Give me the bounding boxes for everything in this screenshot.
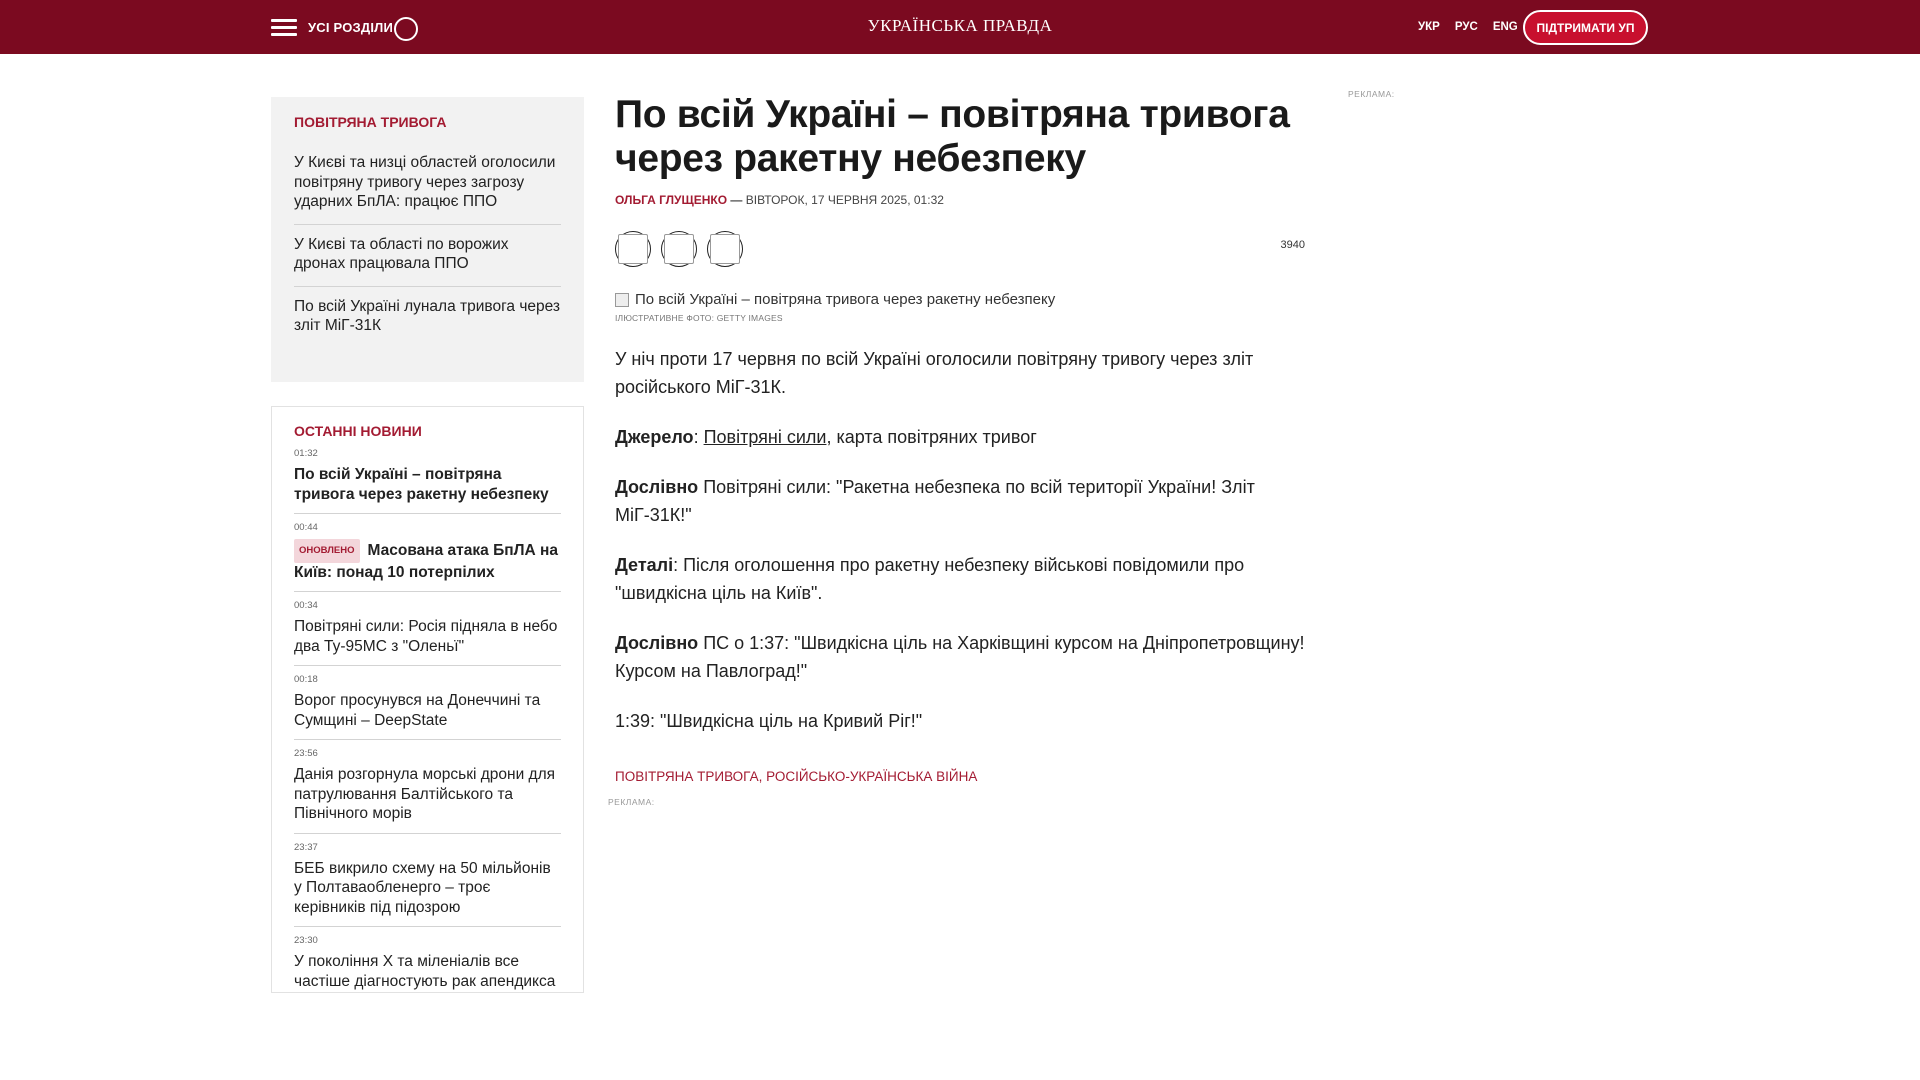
latest-news-item[interactable] [294, 674, 561, 740]
news-title[interactable] [294, 465, 561, 504]
source-label: Джерело [615, 427, 694, 447]
news-time: 01:32 [294, 448, 318, 459]
article [615, 93, 1305, 784]
alarm-news-item[interactable]: По всій Україні лунала тривога через зліт МіГ-31К [294, 297, 561, 334]
article-title: По всій Україні – повітряна тривога через ракетну небезпеку [615, 93, 1290, 180]
source-link[interactable]: Повітряні сили [703, 427, 827, 447]
details-text: : Після оголошення про ракетну небезпеку військові повідомили про "швидкісна ціль на Київ". [615, 555, 1245, 603]
logo-link[interactable]: УКРАЇНСЬКА ПРАВДА [867, 16, 1053, 35]
news-time: 23:56 [294, 748, 318, 759]
article-paragraph [615, 473, 1305, 529]
news-time: 00:44 [294, 522, 318, 533]
news-title[interactable] [294, 691, 561, 730]
news-title-text: БЕБ викрило схему на 50 мільйонів у Полтаваобленерго – троє керівників під підозрою [294, 859, 551, 916]
byline [615, 193, 1305, 207]
news-time: 00:34 [294, 600, 318, 611]
ad-label: РЕКЛАМА: [1348, 89, 1395, 99]
quote-text: ПС о 1:37: "Швидкісна ціль на Харківщині курсом на Дніпропетровщину! Курсом на Павлоград!" [615, 633, 1305, 681]
tag-link[interactable]: РОСІЙСЬКО-УКРАЇНСЬКА ВІЙНА [766, 769, 978, 784]
all-sections-link[interactable]: УСІ РОЗДІЛИ [308, 20, 393, 35]
author-link[interactable]: ОЛЬГА ГЛУЩЕНКО [615, 193, 728, 207]
news-title-text: Масована атака БпЛА на Київ: понад 10 потерпілих [294, 542, 558, 581]
news-time: 23:30 [294, 935, 318, 946]
quote-text: Повітряні сили: "Ракетна небезпека по всій території України! Зліт МіГ-31К!" [615, 477, 1255, 525]
updated-badge: ОНОВЛЕНО [294, 539, 360, 563]
article-paragraph: У ніч проти 17 червня по всій Україні оголосили повітряну тривогу через зліт російського МіГ-31К. [615, 349, 1254, 397]
tag-link[interactable]: ПОВІТРЯНА ТРИВОГА [615, 769, 759, 784]
x-share-icon[interactable] [661, 231, 697, 267]
news-title[interactable] [294, 617, 561, 656]
latest-news-item[interactable] [294, 522, 561, 592]
lang-rus[interactable]: РУС [1454, 21, 1478, 33]
quote-label: Дослівно [615, 477, 699, 497]
news-title[interactable] [294, 539, 561, 582]
news-time: 23:37 [294, 841, 318, 853]
source-colon: : [693, 427, 704, 447]
news-time: 00:18 [294, 674, 318, 685]
air-alarm-box [271, 97, 584, 382]
support-button[interactable]: ПІДТРИМАТИ УП [1523, 10, 1648, 45]
news-title[interactable] [294, 765, 561, 824]
news-title-text: Ворог просунувся на Донеччині та Сумщині – DeepState [294, 692, 541, 729]
language-switcher [1418, 21, 1518, 33]
alarm-news-item[interactable]: У Києві та області по ворожих дронах працювала ППО [294, 225, 561, 287]
latest-news-item[interactable] [294, 935, 561, 993]
article-date: ВІВТОРОК, 17 ЧЕРВНЯ 2025, 01:32 [745, 193, 944, 207]
share-row [615, 231, 1305, 267]
latest-news-item[interactable] [294, 842, 561, 928]
latest-news-list [294, 448, 561, 993]
news-title-text: Повітряні сили: Росія підняла в небо два Ту-95МС з "Оленьї" [294, 618, 558, 655]
lang-eng[interactable]: ENG [1492, 21, 1518, 33]
article-paragraph [615, 423, 1305, 451]
alarm-news-item[interactable]: У Києві та низці областей оголосили повітряну тривогу через загрозу ударних БпЛА: працює ППО [294, 143, 561, 225]
broken-image-icon [615, 293, 629, 307]
article-paragraph [615, 629, 1305, 685]
hamburger-icon[interactable] [271, 19, 297, 37]
search-icon[interactable] [394, 17, 418, 41]
views-count: 3940 [1280, 239, 1305, 251]
lang-ukr[interactable]: УКР [1418, 21, 1440, 33]
byline-separator: — [730, 193, 743, 207]
telegram-share-icon[interactable] [707, 231, 743, 267]
source-rest: , карта повітряних тривог [826, 427, 1037, 447]
latest-news-title[interactable]: ОСТАННІ НОВИНИ [294, 423, 422, 439]
news-title[interactable] [294, 859, 561, 918]
article-paragraph [615, 551, 1305, 607]
latest-news-item[interactable] [294, 448, 561, 514]
air-alarm-title[interactable]: ПОВІТРЯНА ТРИВОГА [294, 114, 447, 130]
news-title[interactable] [294, 952, 561, 991]
latest-news-item[interactable] [294, 600, 561, 666]
image-caption: ІЛЮСТРАТИВНЕ ФОТО: GETTY IMAGES [615, 313, 783, 323]
article-image [615, 291, 1305, 308]
latest-news-box [271, 406, 584, 993]
news-title-text: По всій Україні – повітряна тривога через ракетну небезпеку [294, 466, 549, 503]
tag-separator: , [758, 769, 767, 784]
latest-news-item[interactable] [294, 748, 561, 834]
ad-label: РЕКЛАМА: [608, 797, 655, 807]
quote-label: Дослівно [615, 633, 699, 653]
site-header [0, 0, 1920, 54]
article-paragraph: 1:39: "Швидкісна ціль на Кривий Ріг!" [615, 711, 923, 731]
news-title-text: У покоління Х та міленіалів все частіше діагностують рак апендикса [294, 953, 556, 990]
facebook-share-icon[interactable] [615, 231, 651, 267]
news-title-text: Данія розгорнула морські дрони для патрулювання Балтійського та Північного морів [294, 766, 556, 822]
article-tags [615, 769, 1305, 784]
image-alt-text: По всій Україні – повітряна тривога через ракетну небезпеку [635, 291, 1056, 308]
details-label: Деталі [615, 555, 674, 575]
